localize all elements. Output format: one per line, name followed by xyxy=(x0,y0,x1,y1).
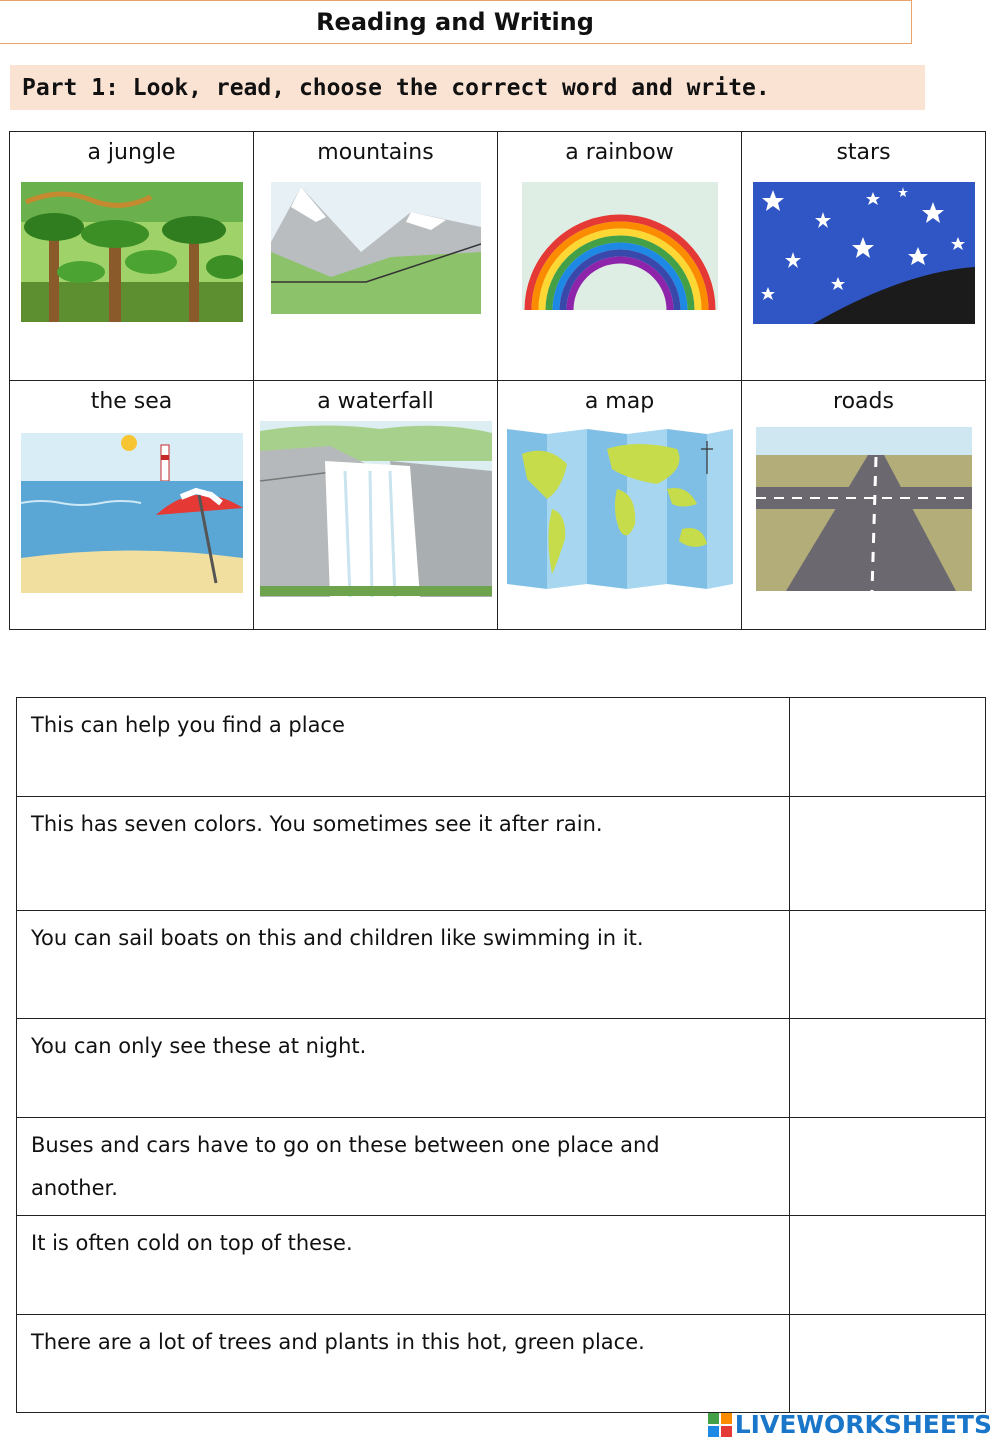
answer-cell[interactable] xyxy=(790,911,986,1019)
roads-picture xyxy=(756,427,972,591)
answer-input[interactable] xyxy=(790,699,985,739)
answer-input[interactable] xyxy=(790,798,985,838)
answer-input[interactable] xyxy=(790,1217,985,1257)
logo-text: LIVEWORKSHEETS xyxy=(734,1410,992,1439)
word-label: stars xyxy=(836,140,891,165)
question-text: Buses and cars have to go on these between one place and another. xyxy=(17,1118,790,1216)
word-label: a waterfall xyxy=(317,389,434,414)
question-answer-table xyxy=(16,697,986,1413)
rainbow-picture xyxy=(522,182,718,310)
stars-picture xyxy=(753,182,975,324)
word-label: a jungle xyxy=(87,140,176,165)
question-text: There are a lot of trees and plants in this hot, green place. xyxy=(17,1315,790,1413)
picture-cell-rainbow xyxy=(498,132,742,381)
question-text: It is often cold on top of these. xyxy=(17,1216,790,1315)
picture-cell-mountains xyxy=(254,132,498,381)
answer-input[interactable] xyxy=(790,1119,985,1159)
picture-word-grid xyxy=(9,131,986,630)
picture-cell-map xyxy=(498,381,742,630)
picture-cell-waterfall xyxy=(254,381,498,630)
answer-input[interactable] xyxy=(790,1316,985,1356)
question-text: This can help you find a place xyxy=(17,698,790,797)
word-label: a rainbow xyxy=(565,140,674,165)
part-1-instruction: Part 1: Look, read, choose the correct word and write. xyxy=(10,65,925,110)
picture-cell-sea xyxy=(10,381,254,630)
answer-cell[interactable] xyxy=(790,797,986,911)
question-text: This has seven colors. You sometimes see it after rain. xyxy=(17,797,790,911)
answer-input[interactable] xyxy=(790,912,985,952)
liveworksheets-logo xyxy=(708,1410,992,1439)
picture-cell-roads xyxy=(742,381,986,630)
answer-input[interactable] xyxy=(790,1020,985,1060)
word-label: a map xyxy=(584,389,655,414)
question-text: You can only see these at night. xyxy=(17,1019,790,1118)
word-label: roads xyxy=(833,389,894,414)
jungle-picture xyxy=(21,182,243,322)
map-picture xyxy=(507,429,733,589)
answer-cell[interactable] xyxy=(790,1118,986,1216)
word-label: the sea xyxy=(90,389,173,414)
picture-cell-stars xyxy=(742,132,986,381)
waterfall-picture xyxy=(260,421,492,597)
answer-cell[interactable] xyxy=(790,1315,986,1413)
answer-cell[interactable] xyxy=(790,1019,986,1118)
worksheet-title: Reading and Writing xyxy=(0,0,912,44)
answer-cell[interactable] xyxy=(790,1216,986,1315)
answer-cell[interactable] xyxy=(790,698,986,797)
question-text: You can sail boats on this and children like swimming in it. xyxy=(17,911,790,1019)
mountains-picture xyxy=(271,182,481,314)
word-label: mountains xyxy=(317,140,434,165)
sea-picture xyxy=(21,433,243,593)
picture-cell-jungle xyxy=(10,132,254,381)
liveworksheets-logo-icon xyxy=(708,1413,732,1437)
